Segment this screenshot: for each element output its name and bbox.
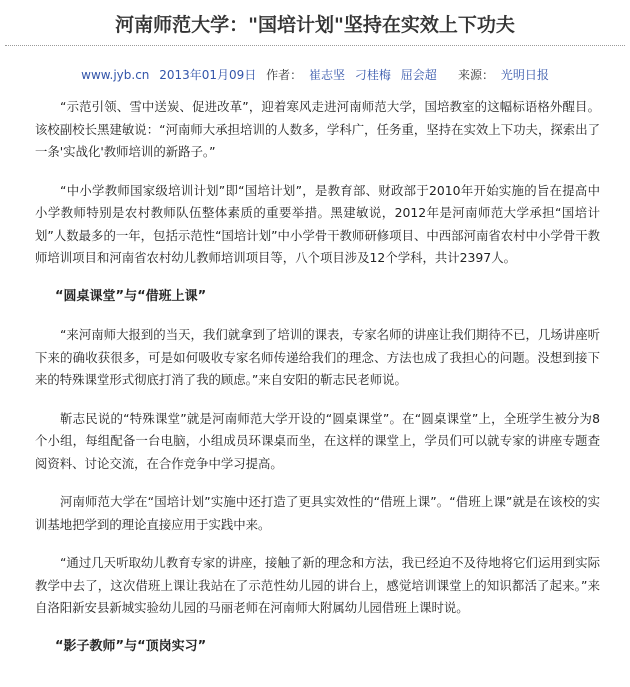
- author-link[interactable]: 屈会超: [400, 68, 437, 82]
- title-divider: [5, 45, 625, 46]
- article-meta: [0, 66, 630, 83]
- paragraph: “来河南师大报到的当天，我们就拿到了培训的课表，专家名师的讲座让我们期待不已，几场讲座听下来的确收获很多，可是如何吸收专家名师传递给我们的理念、方法也成了我担心的问题。没想到接下来的特殊课堂形式彻底打消了我的顾虑。”来自安阳的靳志民老师说。: [35, 327, 600, 387]
- author-link[interactable]: 刁桂梅: [354, 68, 391, 82]
- source-link[interactable]: 光明日报: [500, 68, 549, 82]
- source-label: 来源：: [457, 68, 494, 82]
- paragraph: “中小学教师国家级培训计划”即“国培计划”，是教育部、财政部于2010年开始实施的旨在提高中小学教师特别是农村教师队伍整体素质的重要举措。黑建敏说，2012年是河南师范大学承担“国培计划”人数最多的一年，包括示范性“国培计划”中小学骨干教师研修项目、中西部河南省农村中小学骨干教师培训项目和河南省农村幼儿教师培训项目等，八个项目涉及12个学科，共计2397人。: [35, 182, 600, 265]
- site-link[interactable]: www.jyb.cn: [81, 68, 150, 82]
- publish-date: 2013年01月09日: [159, 68, 257, 82]
- author-label: 作者：: [266, 68, 303, 82]
- section-heading: “圆桌课堂”与“借班上课”: [55, 288, 207, 304]
- page-title: 河南师范大学："国培计划"坚持在实效上下功夫: [115, 14, 515, 36]
- author-link[interactable]: 崔志坚: [309, 68, 346, 82]
- paragraph: “通过几天听取幼儿教育专家的讲座，接触了新的理念和方法，我已经迫不及待地将它们运用到实际教学中去了，这次借班上课让我站在了示范性幼儿园的讲台上，感觉培训课堂上的知识都活了起来。”来自洛阳新安县新城实验幼儿园的马丽老师在河南师大附属幼儿园借班上课时说。: [35, 555, 600, 615]
- paragraph: “示范引领、雪中送炭、促进改革”，迎着寒风走进河南师范大学，国培教室的这幅标语格外醒目。该校副校长黑建敏说：“河南师大承担培训的人数多，学科广，任务重，坚持在实效上下功夫，探索出了一条'实战化'教师培训的新路子。”: [35, 99, 600, 159]
- paragraph: 靳志民说的“特殊课堂”就是河南师范大学开设的“圆桌课堂”。在“圆桌课堂”上，全班学生被分为8个小组，每组配备一台电脑，小组成员环课桌而坐，在这样的课堂上，学员们可以就专家的讲座专题查阅资料、讨论交流，在合作竞争中学习提高。: [35, 410, 600, 471]
- section-heading: “影子教师”与“顶岗实习”: [55, 638, 207, 654]
- article-body: [35, 96, 600, 674]
- paragraph: 河南师范大学在“国培计划”实施中还打造了更具实效性的“借班上课”。“借班上课”就是在该校的实训基地把学到的理论直接应用于实践中来。: [35, 494, 600, 532]
